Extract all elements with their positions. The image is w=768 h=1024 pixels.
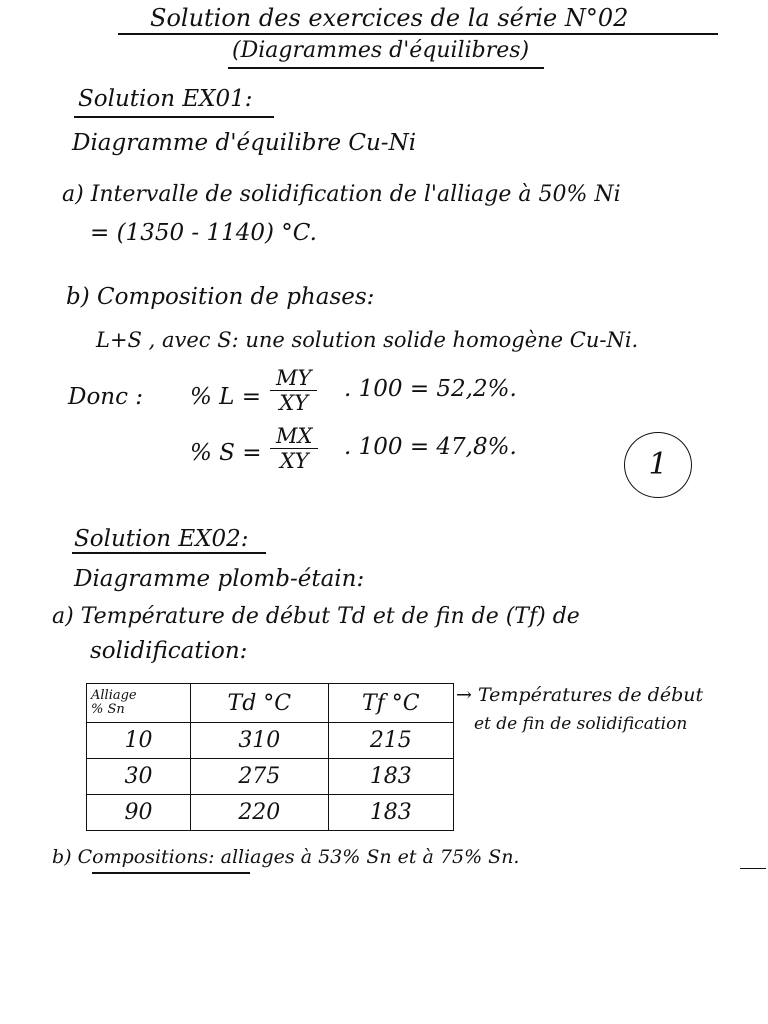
ex1-heading-underline [74,116,274,118]
donc-label: Donc : [68,384,144,410]
table-row [87,795,454,831]
header-td: Td °C [191,684,329,723]
liquid-denominator: XY [279,391,309,415]
ex2-heading-underline [72,552,266,554]
ex2-question-b: b) Compositions: alliages à 53% Sn et à 75% Sn. [52,846,520,868]
solidification-table [86,683,454,831]
solid-numerator: MX [270,424,318,449]
ex2-diagram-title: Diagramme plomb-étain: [74,566,365,592]
cell-td: 275 [191,759,329,795]
liquid-lhs: % L = [190,384,262,410]
liquid-result: . 100 = 52,2%. [344,376,517,402]
solid-result: . 100 = 47,8%. [344,434,517,460]
header-sn-label: % Sn [91,702,125,717]
ex1-question-a: a) Intervalle de solidification de l'alliage à 50% Ni [62,182,621,207]
margin-tick [740,868,766,869]
solid-denominator: XY [279,449,309,473]
cell-alloy: 10 [87,723,191,759]
page-number-circle: 1 [624,432,692,498]
compositions-underline [92,872,250,874]
page-title: Solution des exercices de la série N°02 [150,4,629,32]
ex1-question-b: b) Composition de phases: [66,284,375,310]
header-alloy [87,684,191,723]
table-note-line1: → Températures de début [456,684,704,706]
table-header-row [87,684,454,723]
liquid-fraction [270,366,317,415]
page-subtitle: (Diagrammes d'équilibres) [232,38,530,63]
cell-tf: 215 [328,723,453,759]
solid-fraction [270,424,318,473]
cell-tf: 183 [328,759,453,795]
title-underline [118,33,718,35]
cell-td: 310 [191,723,329,759]
ex1-phases-text: L+S , avec S: une solution solide homogène Cu-Ni. [96,328,639,352]
ex2-question-a: a) Température de début Td et de fin de (Tf) de [52,604,580,629]
header-alloy-label: Alliage [91,688,137,703]
ex2-heading: Solution EX02: [74,526,249,552]
cell-alloy: 30 [87,759,191,795]
subtitle-underline [228,67,544,69]
table-row [87,759,454,795]
ex1-heading: Solution EX01: [78,86,253,112]
solid-lhs: % S = [190,440,262,466]
ex1-diagram-title: Diagramme d'équilibre Cu-Ni [72,130,417,156]
cell-tf: 183 [328,795,453,831]
table-row [87,723,454,759]
cell-alloy: 90 [87,795,191,831]
header-tf: Tf °C [328,684,453,723]
ex1-answer-a: = (1350 - 1140) °C. [90,220,317,246]
ex2-question-a-cont: solidification: [90,638,248,664]
table-note-line2: et de fin de solidification [474,714,688,734]
cell-td: 220 [191,795,329,831]
liquid-numerator: MY [270,366,317,391]
